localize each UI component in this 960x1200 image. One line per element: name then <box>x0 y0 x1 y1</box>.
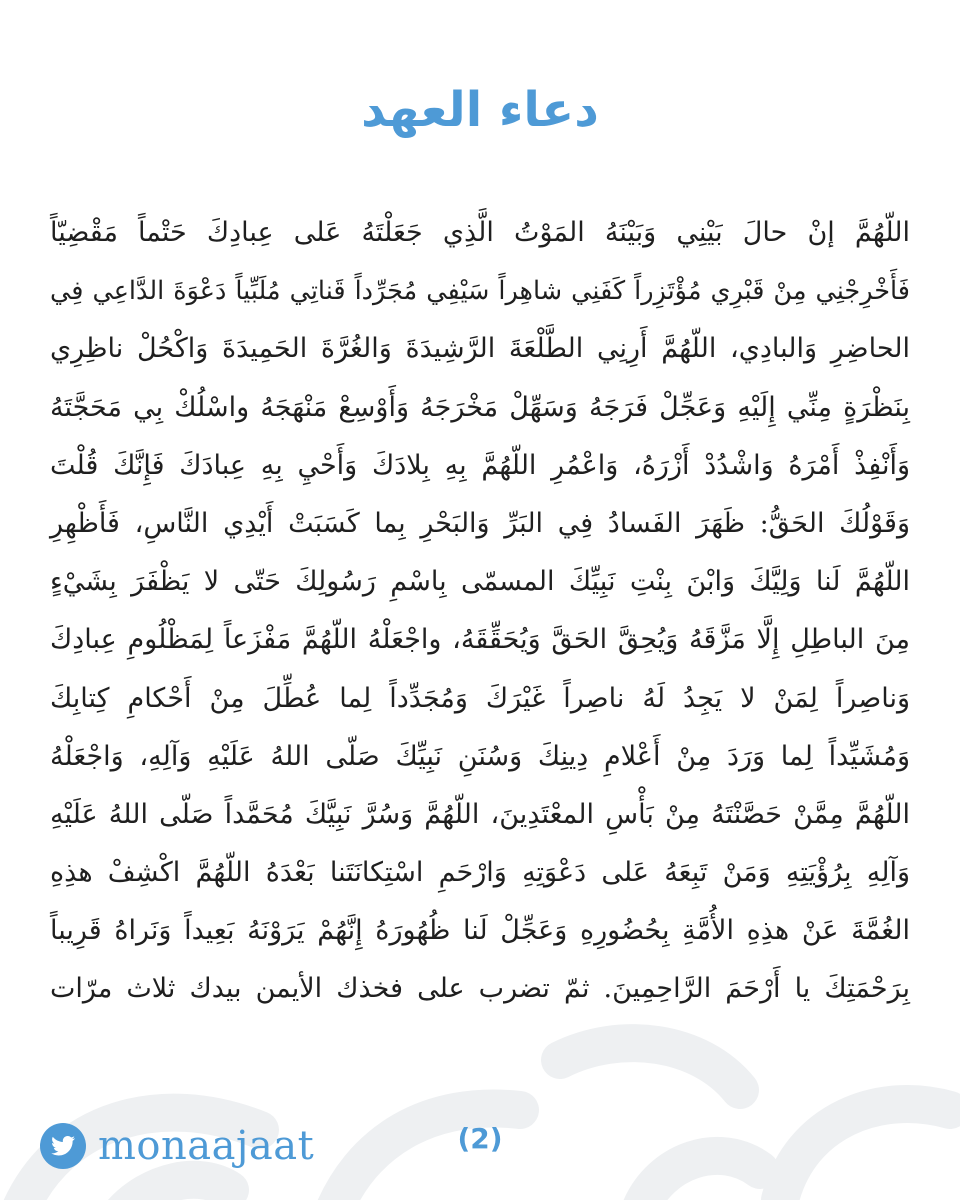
text-line: بِنَظْرَةٍ مِنِّي إِلَيْهِ وَعَجِّلْ فَرَجَهُ وَسَهِّلْ مَخْرَجَهُ وَأَوْسِعْ مَنْهَجَهُ واسْلُكْ بِي مَحَجَّتَهُ <box>50 391 910 423</box>
text-line: اللّهُمَّ لَنا وَلِيَّكَ وَابْنَ بِنْتِ نَبِيِّكَ المسمّى بِاسْمِ رَسُولِكَ حَتّى لا يَظْفَرَ بِشَيْءٍ <box>50 566 910 598</box>
text-line: وَقَوْلُكَ الحَقُّ: ظَهَرَ الفَسادُ فِي البَرِّ وَالبَحْرِ بِما كَسَبَتْ أَيْدِي النَّاسِ، فَأَظْهِرِ <box>50 507 910 539</box>
text-line: الغُمَّةَ عَنْ هذِهِ الأُمَّةِ بِحُضُورِهِ وَعَجِّلْ لَنا ظُهُورَهُ إِنَّهُمْ يَرَوْنَهُ بَعِيداً وَنَراهُ قَرِيباً <box>50 915 910 947</box>
text-line: وَأَنْفِذْ أَمْرَهُ وَاشْدُدْ أَزْرَهُ، وَاعْمُرِ اللّهُمَّ بِهِ بِلادَكَ وَأَحْيِ بِهِ عِبادَكَ فَإِنَّكَ قُلْتَ <box>50 449 910 481</box>
text-line: بِرَحْمَتِكَ يا أَرْحَمَ الرَّاحِمِينَ. ثمّ تضرب على فخذك الأيمن بيدك ثلاث مرّات <box>50 973 910 1005</box>
dua-text-body <box>50 204 910 1019</box>
text-line: وَمُشَيِّداً لِما وَرَدَ مِنْ أَعْلامِ دِينِكَ وَسُنَنِ نَبِيِّكَ صَلّى اللهُ عَلَيْهِ وَآلِهِ، وَاجْعَلْهُ <box>50 740 910 772</box>
page-number: (2) <box>457 1122 503 1155</box>
twitter-bird-icon <box>40 1123 86 1169</box>
text-line: مِنَ الباطِلِ إِلَّا مَزَّقَهُ وَيُحِقَّ الحَقَّ وَيُحَقِّقَهُ، واجْعَلْهُ اللّهُمَّ مَفْزَعاً لِمَظْلُومِ عِبادِكَ <box>50 624 910 656</box>
text-line: اللّهُمَّ مِمَّنْ حَصَّنْتَهُ مِنْ بَأْسِ المعْتَدِينَ، اللّهُمَّ وَسُرَّ نَبِيَّكَ مُحَمَّداً صَلّى اللهُ عَلَيْهِ <box>50 798 910 830</box>
text-line: الحاضِرِ وَالبادِي، اللّهُمَّ أَرِنِي الطَّلْعَةَ الرَّشِيدَةَ وَالغُرَّةَ الحَمِيدَةَ وَاكْحُلْ ناظِرِي <box>50 333 910 365</box>
page-title: دعاء العهد <box>361 82 599 138</box>
text-line: فَأَخْرِجْنِي مِنْ قَبْرِي مُؤْتَزِراً كَفَنِي شاهِراً سَيْفِي مُجَرِّداً قَناتِي مُلَبِّياً دَعْوَةَ الدَّاعِي فِي <box>50 276 910 307</box>
social-handle[interactable] <box>40 1118 314 1174</box>
text-line: وَآلِهِ بِرُؤْيَتِهِ وَمَنْ تَبِعَهُ عَلى دَعْوَتِهِ وَارْحَمِ اسْتِكانَتَنا بَعْدَهُ اللّهُمَّ اكْشِفْ هذِهِ <box>50 857 910 889</box>
social-handle-text[interactable]: monaajaat <box>98 1123 315 1169</box>
text-line: اللّهُمَّ إنْ حالَ بَيْنِي وَبَيْنَهُ المَوْتُ الَّذِي جَعَلْتَهُ عَلى عِبادِكَ حَتْماً مَقْضِيّاً <box>50 217 910 248</box>
text-line: وَناصِراً لِمَنْ لا يَجِدُ لَهُ ناصِراً غَيْرَكَ وَمُجَدِّداً لِما عُطِّلَ مِنْ أَحْكامِ كِتابِكَ <box>50 682 910 714</box>
